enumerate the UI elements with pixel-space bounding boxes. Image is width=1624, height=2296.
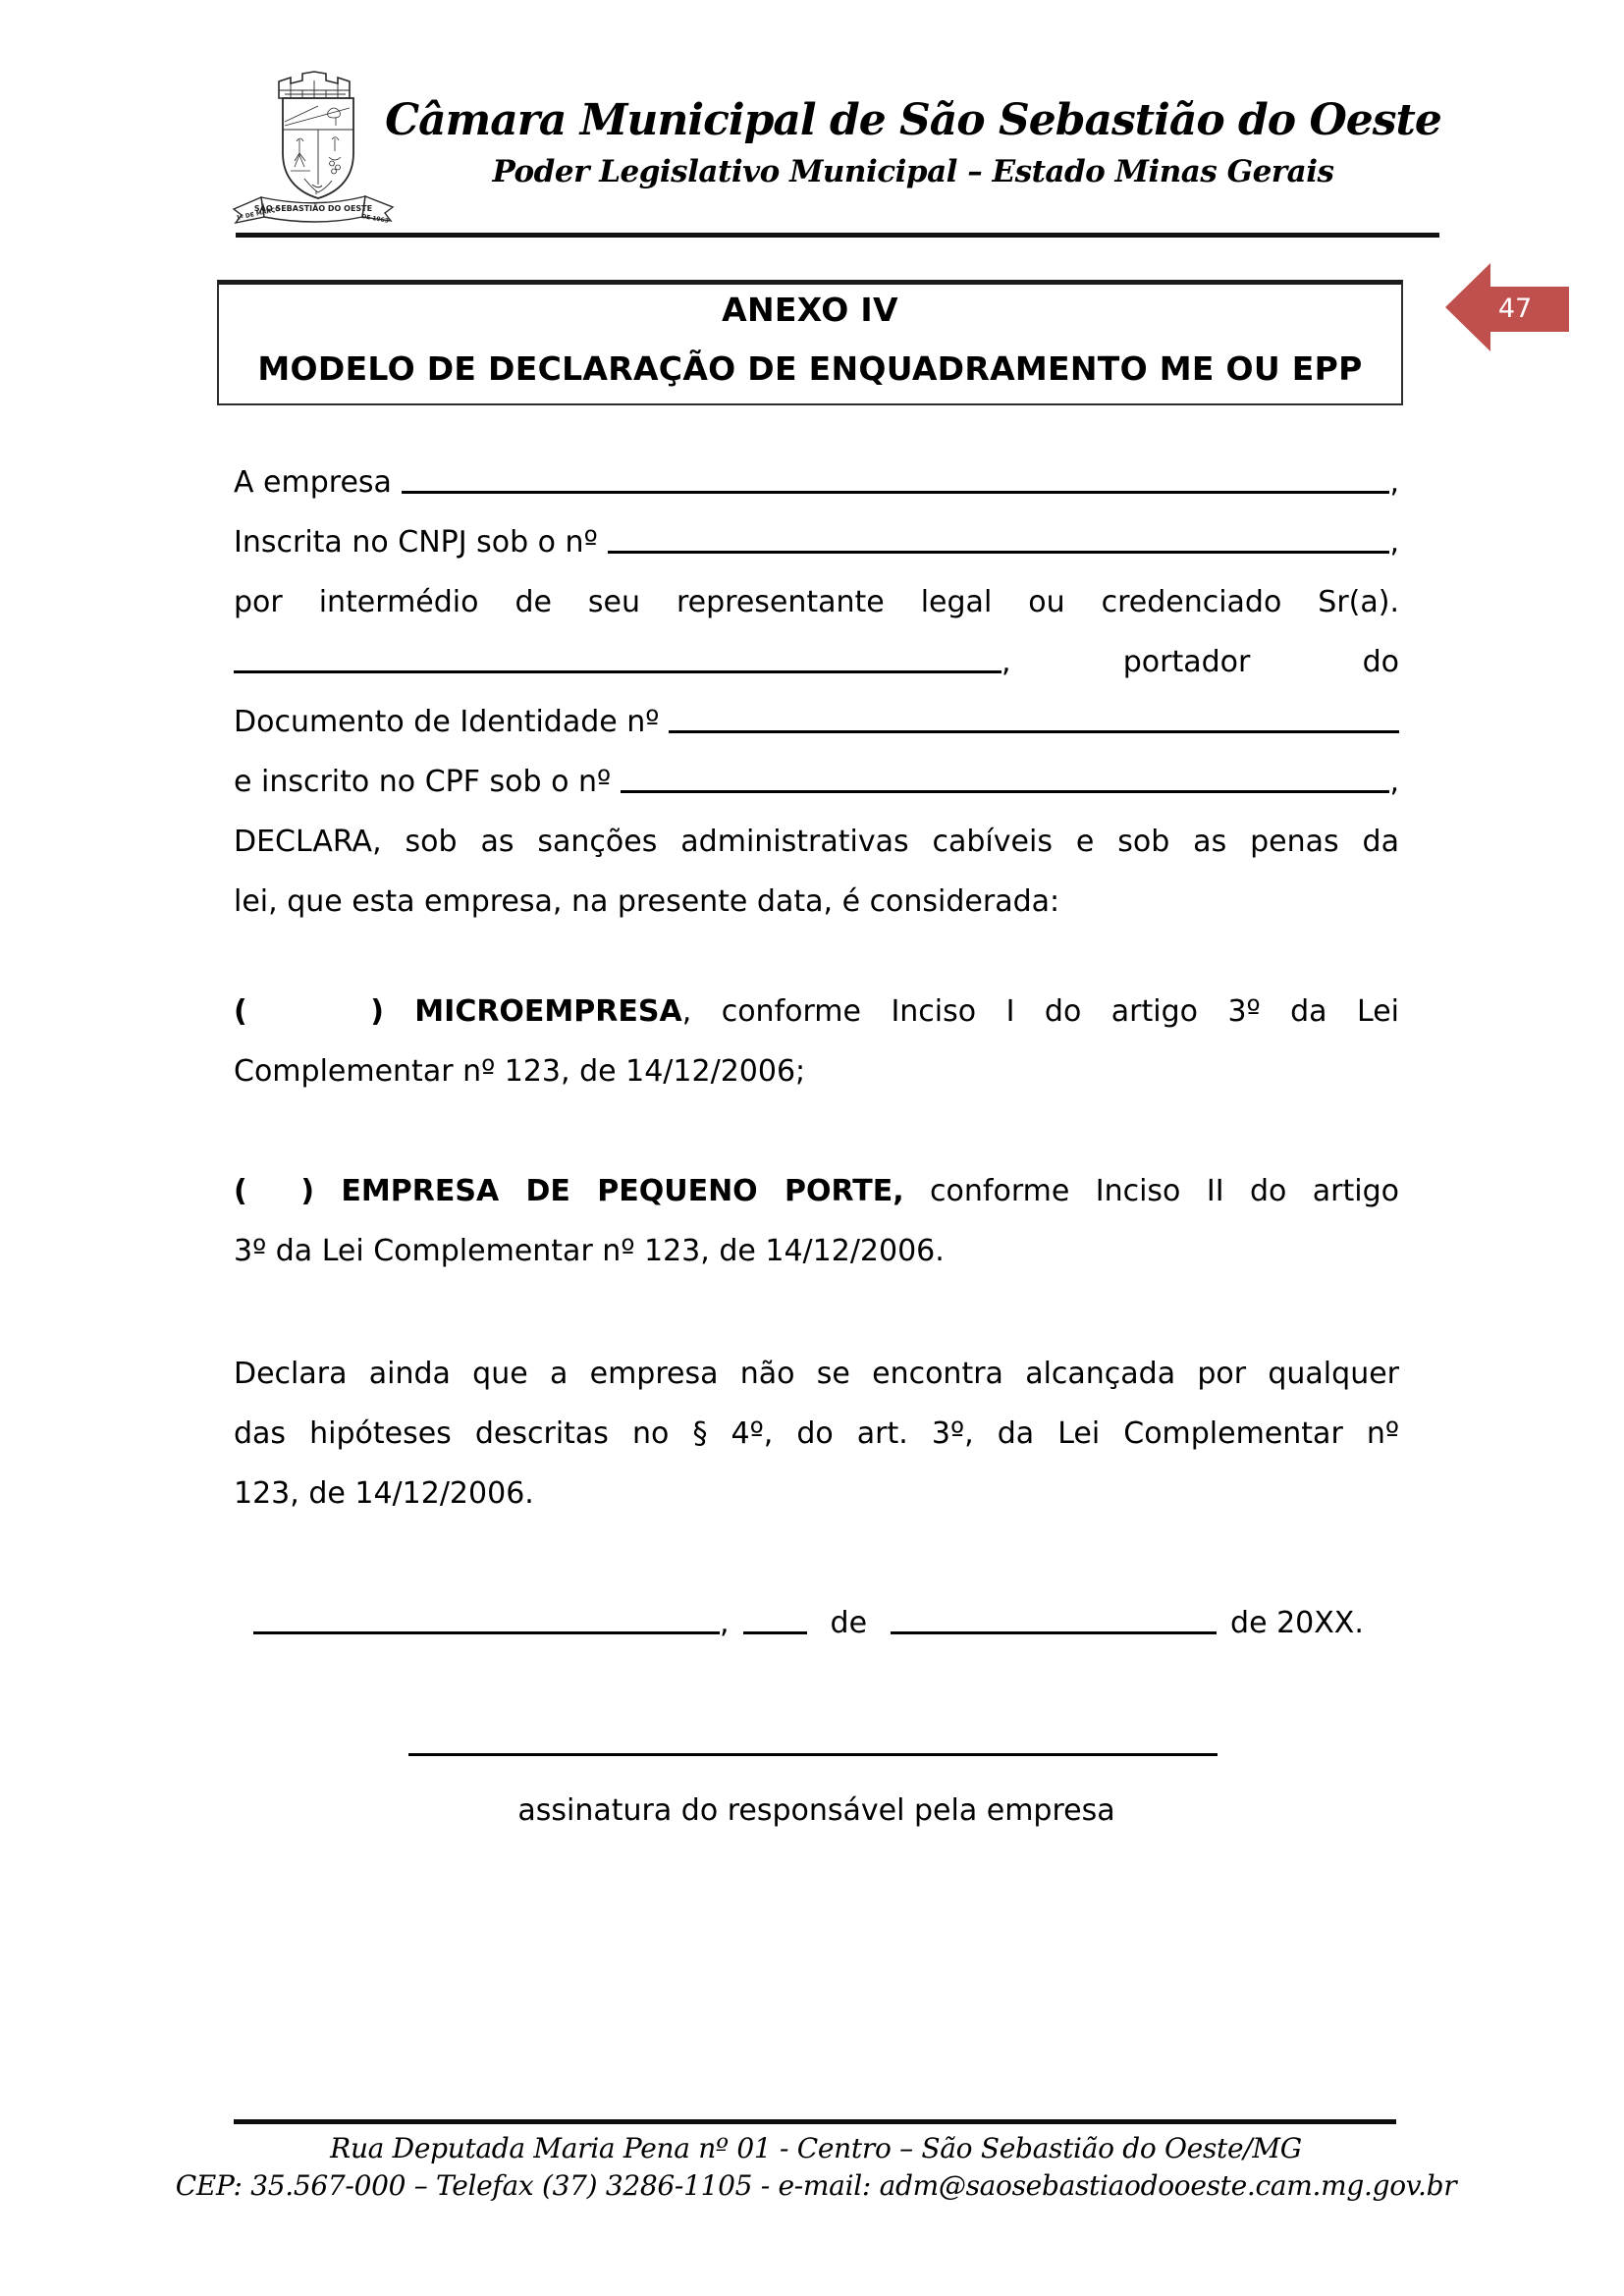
paragraph-closing: Declara ainda que a empresa não se encontra alcançada por qualquer das hipóteses descritas no § 4º, do art. 3º, da Lei Complementar nº 123, de 14/12/2006. — [234, 1357, 1399, 1511]
paragraph-epp: ( ) EMPRESA DE PEQUENO PORTE, conforme Inciso II do artigo 3º da Lei Complementar nº 123, de 14/12/2006. — [234, 1161, 1399, 1281]
header-titles — [373, 94, 1453, 191]
blank-cpf — [621, 790, 1389, 793]
checkbox-microempresa: ( ) MICROEMPRESA — [234, 994, 682, 1029]
line-declara-1: DECLARA, sob as sanções administrativas cabíveis e sob as penas da — [234, 825, 1399, 859]
blank-month — [891, 1631, 1217, 1634]
line-declara-2: lei, que esta empresa, na presente data, é considerada: — [234, 884, 1060, 919]
signature-caption: assinatura do responsável pela empresa — [517, 1793, 1115, 1828]
signature-line — [408, 1753, 1218, 1756]
footer-address: Rua Deputada Maria Pena nº 01 - Centro – São Sebastião do Oeste/MG — [330, 2132, 1302, 2164]
organization-subtitle: Poder Legislativo Municipal – Estado Minas Gerais — [492, 154, 1334, 189]
annex-number: ANEXO IV — [722, 291, 898, 329]
crest-ribbon-right-text: DE 1963 — [360, 213, 390, 225]
footer — [144, 2130, 1488, 2205]
form-line-identity — [234, 692, 1399, 752]
footer-contact: CEP: 35.567-000 – Telefax (37) 3286-1105 - e-mail: adm@saosebastiaodooeste.cam.mg.gov.br — [175, 2169, 1457, 2202]
option-epp: ( ) EMPRESA DE PEQUENO PORTE, conforme Inciso II do artigo — [234, 1174, 1399, 1208]
page-marker-number: 47 — [1497, 294, 1533, 324]
annex-title: MODELO DE DECLARAÇÃO DE ENQUADRAMENTO ME OU EPP — [257, 349, 1363, 388]
header-divider — [236, 233, 1439, 238]
form-line-company: A empresa , — [234, 453, 1399, 512]
label-identity: Documento de Identidade nº — [234, 705, 660, 739]
organization-title: Câmara Municipal de São Sebastião do Oeste — [385, 95, 1441, 145]
option-microempresa: ( ) MICROEMPRESA, conforme Inciso I do artigo 3º da Lei — [234, 994, 1399, 1029]
page-marker-arrow — [1443, 261, 1571, 353]
crest-ribbon-main-text: SÃO SEBASTIÃO DO OESTE — [253, 204, 373, 213]
label-company: A empresa — [234, 465, 392, 500]
blank-identity-number — [669, 730, 1399, 733]
form-line-representative-name: , portador do — [234, 632, 1399, 692]
footer-divider — [234, 2119, 1396, 2124]
blank-company-name — [402, 491, 1390, 494]
form-line-cnpj: Inscrita no CNPJ sob o nº , — [234, 512, 1399, 572]
blank-city — [253, 1631, 720, 1634]
checkbox-epp: ( ) EMPRESA DE PEQUENO PORTE, — [234, 1174, 904, 1208]
blank-cnpj — [608, 551, 1390, 554]
form-line-cpf: e inscrito no CPF sob o nº , — [234, 752, 1399, 812]
date-line: , de de 20XX. — [234, 1593, 1399, 1653]
crest-ribbon-left-text: 1º DE MARÇO — [235, 205, 281, 222]
blank-day — [743, 1631, 807, 1634]
line-representative: por intermédio de seu representante legal ou credenciado Sr(a). — [234, 585, 1399, 619]
label-cpf: e inscrito no CPF sob o nº — [234, 765, 612, 799]
blank-representative-name — [234, 670, 1001, 673]
annex-heading-box — [217, 280, 1403, 405]
paragraph-microempresa: ( ) MICROEMPRESA, conforme Inciso I do artigo 3º da Lei Complementar nº 123, de 14/12/2006; — [234, 982, 1399, 1101]
paragraph-opening — [234, 453, 1399, 932]
label-cnpj: Inscrita no CNPJ sob o nº — [234, 525, 598, 560]
